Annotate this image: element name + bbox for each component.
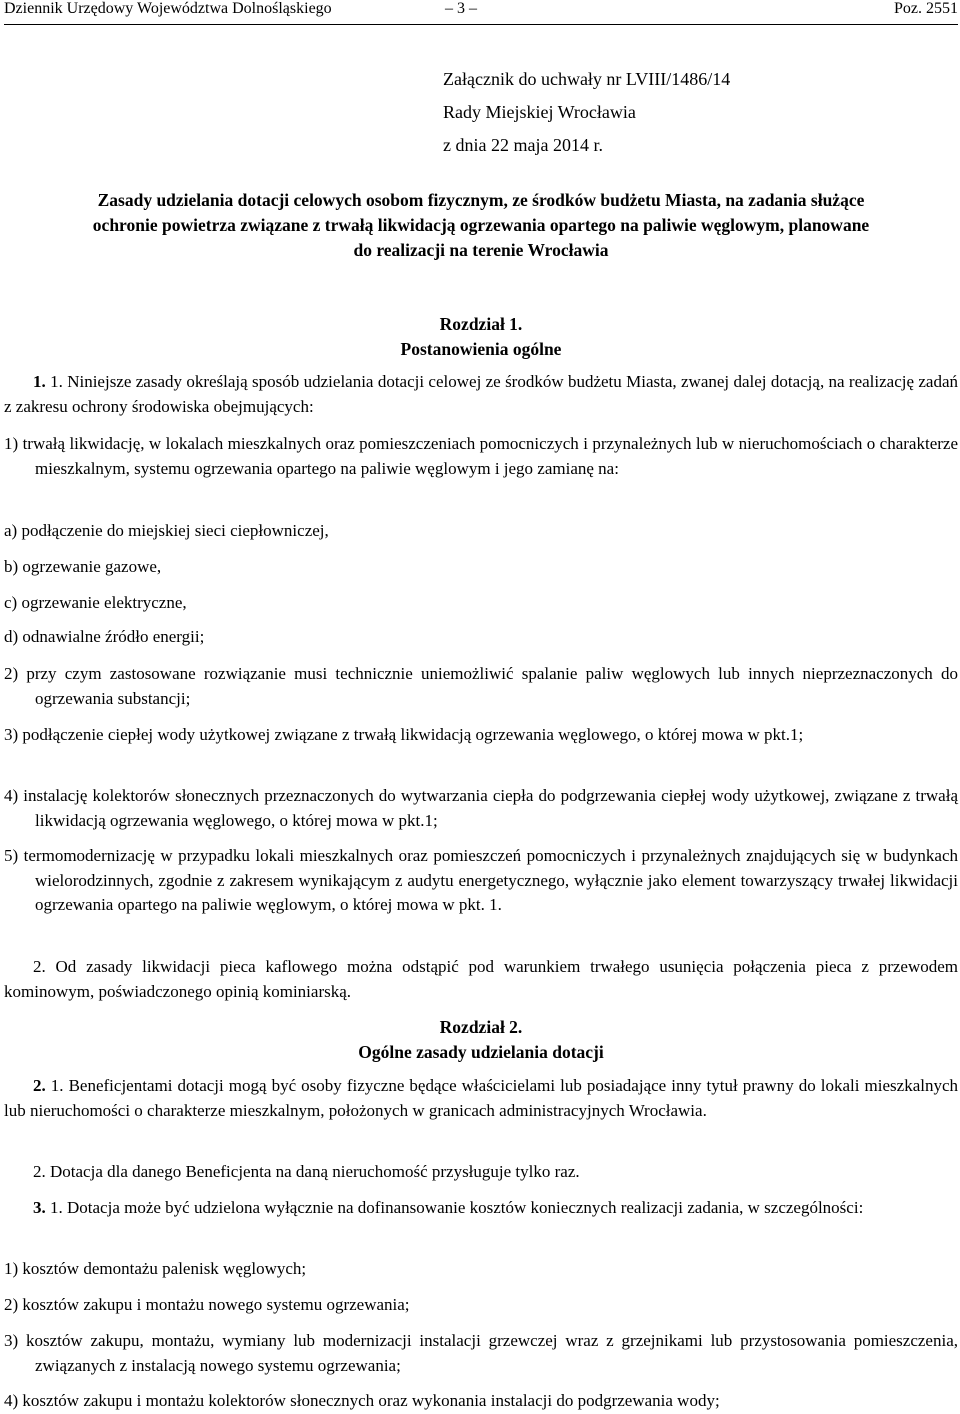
page-number: – 3 – xyxy=(445,0,477,17)
list-item: 5) termomodernizację w przypadku lokali mieszkalnych oraz pomieszczeń pomocniczych i przynależnych znajdujących się w budynkach wielorodzinnych, zgodnie z zakresem wynikającym z audytu energetycznego, wyłącznie jako element towarzyszący trwałej likwidacji ogrzewania opartego na paliwie węglowym, o której mowa w pkt. 1. xyxy=(4,846,958,914)
position-number: Poz. 2551 xyxy=(894,0,958,17)
chapter-name: Ogólne zasady udzielania dotacji xyxy=(358,1042,604,1062)
list-item: 3) kosztów zakupu, montażu, wymiany lub modernizacji instalacji grzewczej wraz z grzejnikami lub przystosowania pomieszczenia, związanych z instalacją nowego systemu ogrzewania; xyxy=(4,1331,958,1375)
list-item: 4) instalację kolektorów słonecznych przeznaczonych do wytwarzania ciepła do podgrzewania ciepłej wody użytkowej, związane z trwałą likwidacją ogrzewania węglowego, o której mowa w pkt.1; xyxy=(4,786,958,830)
section-1-paragraph-2: 2. Od zasady likwidacji pieca kaflowego można odstąpić pod warunkiem trwałego usunięcia połączenia pieca z przewodem kominowym, poświadczonego opinią kominiarską. xyxy=(4,957,958,1001)
paragraph-text: 1. Beneficjentami dotacji mogą być osoby fizyczne będące właścicielami lub posiadające inny tytuł prawny do lokali mieszkalnych lub nieruchomości o charakterze mieszkalnym, położonych w granicach administracyjnych Wrocławia. xyxy=(4,1076,959,1120)
list-subitem: a) podłączenie do miejskiej sieci ciepłowniczej, xyxy=(4,521,329,540)
document-title xyxy=(4,188,958,263)
section-3-paragraph-1 xyxy=(4,1196,958,1221)
page-header xyxy=(4,0,958,24)
annex-line: Rady Miejskiej Wrocławia xyxy=(443,102,636,122)
chapter-2-heading xyxy=(4,1015,958,1065)
journal-title: Dziennik Urzędowy Województwa Dolnośląskiego xyxy=(4,0,332,17)
title-line: ochronie powietrza związane z trwałą likwidacją ogrzewania opartego na paliwie węglowym, planowane xyxy=(92,215,870,235)
chapter-number: Rozdział 1. xyxy=(439,314,523,334)
list-item: 1) trwałą likwidację, w lokalach mieszkalnych oraz pomieszczeniach pomocniczych i przynależnych lub w nieruchomościach o charakterze mieszkalnym, systemu ogrzewania opartego na paliwie węglowym i jego zamianę na: xyxy=(4,434,958,478)
list-item: 3) podłączenie ciepłej wody użytkowej związane z trwałą likwidacją ogrzewania węglowego, o której mowa w pkt.1; xyxy=(4,725,804,744)
section-1-paragraph-1 xyxy=(4,370,958,419)
section-mark: 2. xyxy=(33,1076,46,1095)
chapter-name: Postanowienia ogólne xyxy=(400,339,562,359)
paragraph-text: 1. Niniejsze zasady określają sposób udzielania dotacji celowej ze środków budżetu Miasta, zwanej dalej dotacją, na realizację zadań z zakresu ochrony środowiska obejmujących: xyxy=(4,372,959,416)
list-item: 2) przy czym zastosowane rozwiązanie musi technicznie uniemożliwić spalanie paliw węglowych lub innych nieprzeznaczonych do ogrzewania substancji; xyxy=(4,664,958,708)
chapter-1-heading xyxy=(4,312,958,362)
title-line: Zasady udzielania dotacji celowych osobom fizycznym, ze środków budżetu Miasta, na zadania służące xyxy=(97,190,865,210)
list-item: 1) kosztów demontażu palenisk węglowych; xyxy=(4,1259,307,1278)
title-line: do realizacji na terenie Wrocławia xyxy=(353,240,609,260)
list-subitem: c) ogrzewanie elektryczne, xyxy=(4,593,187,612)
paragraph-text: 1. Dotacja może być udzielona wyłącznie na dofinansowanie kosztów koniecznych realizacji zadania, w szczególności: xyxy=(50,1198,864,1217)
section-2-paragraph-1 xyxy=(4,1074,958,1123)
annex-block xyxy=(443,63,730,162)
list-subitem: b) ogrzewanie gazowe, xyxy=(4,557,162,576)
section-mark: 1. xyxy=(33,372,46,391)
list-item: 2) kosztów zakupu i montażu nowego systemu ogrzewania; xyxy=(4,1295,410,1314)
chapter-number: Rozdział 2. xyxy=(439,1017,523,1037)
section-2-paragraph-2: 2. Dotacja dla danego Beneficjenta na daną nieruchomość przysługuje tylko raz. xyxy=(33,1162,580,1181)
list-item: 4) kosztów zakupu i montażu kolektorów słonecznych oraz wykonania instalacji do podgrzewania wody; xyxy=(4,1391,720,1410)
section-mark: 3. xyxy=(33,1198,46,1217)
annex-line: z dnia 22 maja 2014 r. xyxy=(443,135,603,155)
annex-line: Załącznik do uchwały nr LVIII/1486/14 xyxy=(443,69,731,89)
document-page xyxy=(4,0,959,1410)
list-subitem: d) odnawialne źródło energii; xyxy=(4,627,205,646)
header-rule xyxy=(4,24,958,25)
